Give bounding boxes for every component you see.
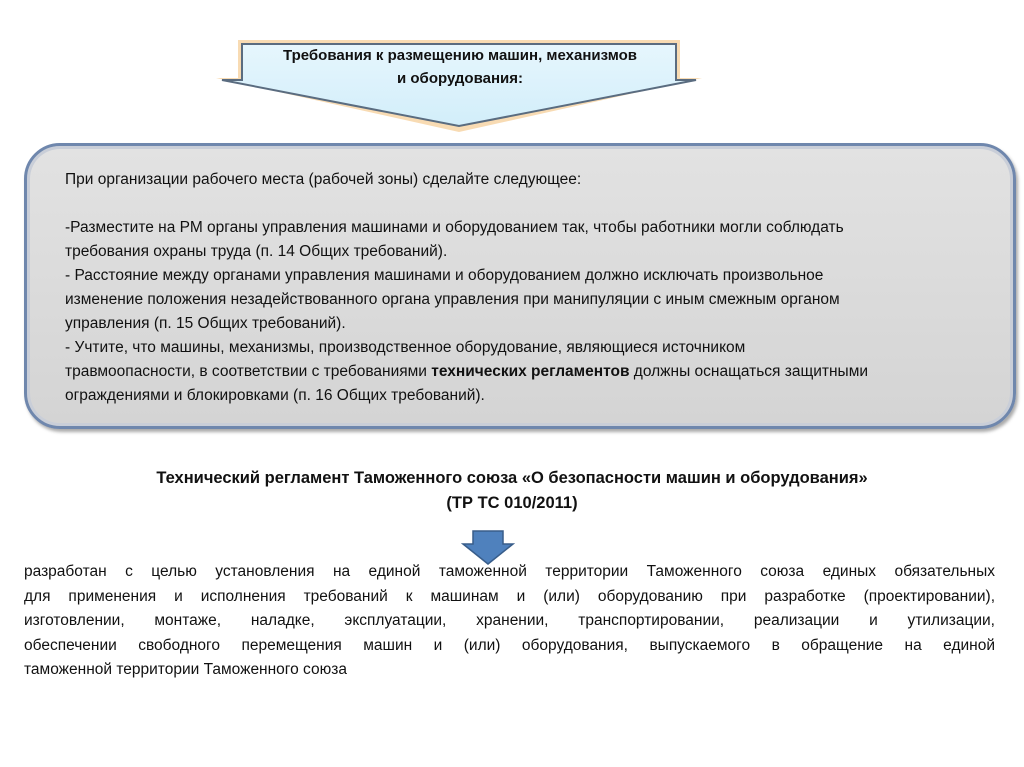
box-line — [65, 360, 868, 384]
regulation-title-line2: (ТР ТС 010/2011) — [446, 494, 578, 512]
text: травмоопасности, в соответствии с требованиями — [65, 363, 432, 380]
box-line: изменение положения незадействованного органа управления при манипуляции с иным смежным органом — [65, 291, 840, 308]
banner-title-line1: Требования к размещению машин, механизмов — [283, 47, 637, 64]
regulation-description — [24, 560, 995, 683]
regulation-title-line1: Технический регламент Таможенного союза «О безопасности машин и оборудования» — [156, 469, 868, 487]
box-line: требования охраны труда (п. 14 Общих требований). — [65, 243, 448, 260]
regulation-title — [0, 466, 1024, 516]
box-line: - Учтите, что машины, механизмы, производственное оборудование, являющиеся источником — [65, 339, 746, 356]
bold-text: технических регламентов — [431, 363, 630, 380]
box-line: - Расстояние между органами управления машинами и оборудованием должно исключать произвольное — [65, 267, 824, 284]
box-line: ограждениями и блокировками (п. 16 Общих требований). — [65, 387, 485, 404]
paragraph-line: таможенной территории Таможенного союза — [24, 661, 347, 678]
requirements-box — [24, 143, 1016, 429]
paragraph-line: изготовлении, монтаже, наладке, эксплуатации, хранении, транспортировании, реализации и утилизации, — [24, 612, 995, 629]
paragraph-line: обеспечении свободного перемещения машин и (или) оборудования, выпускаемого в обращение на единой — [24, 636, 995, 654]
paragraph-line: разработан с целью установления на единой таможенной территории Таможенного союза единых обязательных — [24, 563, 995, 580]
box-line: управления (п. 15 Общих требований). — [65, 315, 346, 332]
paragraph-line: для применения и исполнения требований к машинам и (или) оборудованию при разработке (проектировании), — [24, 587, 995, 605]
box-line: -Разместите на РМ органы управления машинами и оборудованием так, чтобы работники могли соблюдать — [65, 219, 844, 236]
section-banner — [214, 30, 704, 135]
text: должны оснащаться защитными — [629, 363, 869, 380]
banner-title-line2: и оборудования: — [397, 70, 523, 87]
box-intro: При организации рабочего места (рабочей зоны) сделайте следующее: — [65, 171, 582, 188]
